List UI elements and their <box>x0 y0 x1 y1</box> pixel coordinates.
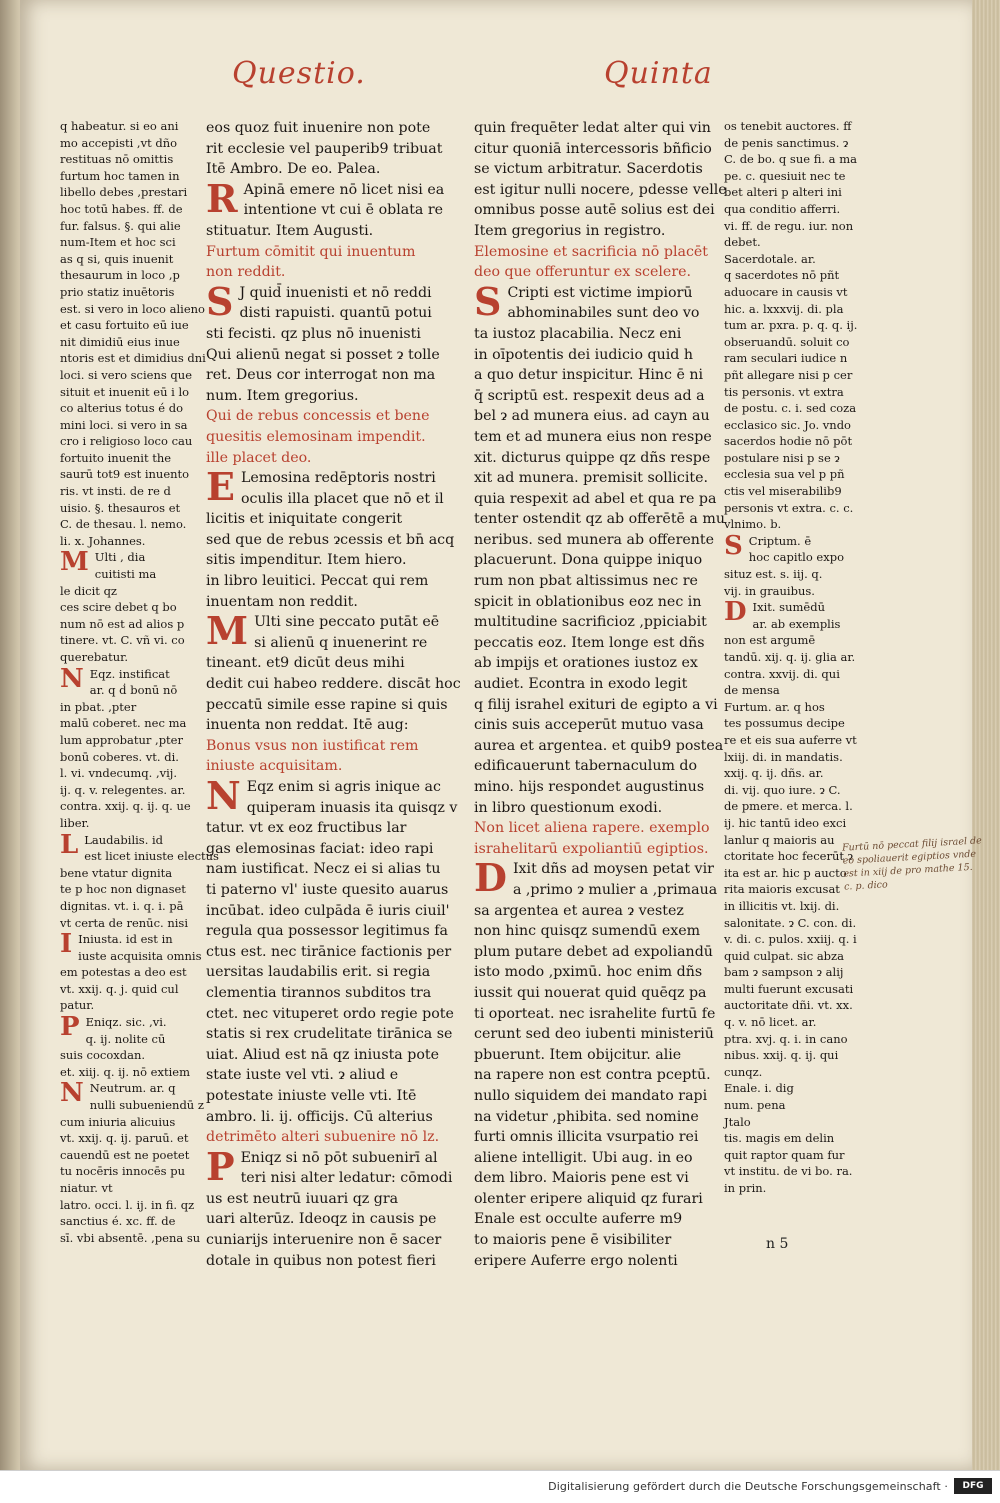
text-line: olenter eripere aliquid qz furari <box>474 1190 703 1207</box>
text-line: deo que offeruntur ex scelere. <box>474 264 692 281</box>
decorated-initial-icon: P <box>60 1012 80 1043</box>
text-line: sanctius é. xc. ff. de <box>60 1214 176 1229</box>
text-line: sacerdos hodie nō pōt <box>724 434 853 449</box>
text-line: non reddit. <box>206 264 286 281</box>
text-line: inuenta non reddat. Itē aug: <box>206 717 409 734</box>
text-line: tineant. et9 dicūt deus mihi <box>206 655 405 672</box>
text-line: dedit cui habeo reddere. discāt hoc <box>206 676 461 693</box>
text-line: aurea et argentea. et quib9 postea <box>474 737 724 754</box>
text-line: mini loci. si vero in sa <box>60 417 188 432</box>
text-line: vi. ff. de regu. iur. non <box>724 218 854 233</box>
text-line: ambro. li. ij. officijs. Cū alterius <box>206 1108 433 1125</box>
gloss-column-left <box>60 118 219 1246</box>
text-line: hic. a. lxxxvij. di. pla <box>724 301 844 316</box>
text-line: S Criptum. ē <box>724 530 812 561</box>
text-line: nit dimidiū eius inue <box>60 334 180 349</box>
text-line: nulli subueniendū z <box>89 1098 204 1113</box>
text-line: ecclasico sic. Jo. vndo <box>724 417 851 432</box>
text-line: teri nisi alter ledatur: cōmodi <box>240 1170 453 1187</box>
text-line: C. de thesau. l. nemo. <box>60 517 187 532</box>
text-line: vt. xxij. q. ij. paruū. et <box>60 1131 189 1146</box>
text-line: N Eqz. instificat <box>60 663 170 694</box>
text-line: bonū coberes. vt. di. <box>60 749 179 764</box>
text-line: lum approbatur ,pter <box>60 732 183 747</box>
text-line: cuitisti ma <box>94 567 157 582</box>
text-line: personis vt extra. c. c. <box>724 500 854 515</box>
text-line: xit. dicturus quippe qz dñs respe <box>474 449 711 466</box>
text-line: eos quoz fuit inuenire non pote <box>206 120 431 136</box>
text-line: di. vij. quo iure. ɂ C. <box>724 782 841 797</box>
text-line: re et eis sua auferre vt <box>724 732 857 747</box>
text-line: a quo detur inspicitur. Hinc ē ni <box>474 367 704 384</box>
text-line: N Eqz enim si agris inique ac <box>206 773 441 818</box>
text-line: aliene intelligit. Ubi aug. in eo <box>474 1149 693 1166</box>
text-line: uisio. §. thesauros et <box>60 500 181 515</box>
text-line: niatur. vt <box>60 1181 113 1195</box>
text-line: co alterius totus é do <box>60 401 183 416</box>
text-line: suis cocoxdan. <box>60 1048 146 1063</box>
text-line: q filij israhel exituri de egipto a vi <box>474 696 718 713</box>
text-line: ram seculari iudice n <box>724 351 848 366</box>
text-line: placuerunt. Dona quippe iniquo <box>474 552 703 569</box>
text-line: pe. c. quesiuit nec te <box>724 168 846 183</box>
text-line: lxiij. di. in mandatis. <box>724 749 843 764</box>
text-line: na videtur ,phibita. sed nomine <box>474 1108 699 1125</box>
text-line: dem libro. Maioris pene est vi <box>474 1170 689 1187</box>
text-line: bel ɂ ad munera eius. ad cayn au <box>474 408 710 425</box>
text-line: vt institu. de vi bo. ra. <box>724 1164 853 1179</box>
text-line: Qui alienū negat si posset ɂ tolle <box>206 346 440 363</box>
text-line: saurū tot9 est inuento <box>60 467 190 482</box>
text-line: rum non pbat altissimus nec re <box>474 573 698 590</box>
text-line: de mensa <box>724 683 780 698</box>
text-line: tinere. vt. C. vñ vi. co <box>60 633 185 648</box>
text-line: cinis suis acceperūt mutuo vasa <box>474 717 704 734</box>
running-head-left: Questio. <box>232 56 366 91</box>
gloss-column-right <box>724 118 858 1197</box>
text-line: uersitas laudabilis erit. si regia <box>206 964 431 981</box>
text-line: dignitas. vt. i. q. i. pā <box>60 898 184 913</box>
text-line: spicit in oblationibus eoz nec in <box>474 593 702 610</box>
text-line: ab impijs et orationes iustoz ex <box>474 655 698 672</box>
text-line: l. vi. vndecumq. ,vij. <box>60 766 178 781</box>
text-line: num. pena <box>724 1098 786 1113</box>
text-line: isto modo ,pximū. hoc enim dñs <box>474 964 703 981</box>
text-line: salonitate. ɂ C. con. di. <box>724 915 857 930</box>
decorated-initial-icon: D <box>724 597 747 628</box>
text-line: est. si vero in loco alieno <box>60 301 205 316</box>
text-line: cuniarijs interuenire non ē sacer <box>206 1232 442 1249</box>
text-line: Itē Ambro. De eo. Palea. <box>206 161 381 178</box>
text-line: thesaurum in loco ,p <box>60 268 180 283</box>
text-line: qua conditio afferri. <box>724 201 841 216</box>
text-line: vlnimo. b. <box>724 517 782 532</box>
text-line: israhelitarū expoliantiū egiptios. <box>474 840 709 857</box>
text-line: ctoritate hoc fecerūt ɂ <box>724 849 853 864</box>
text-line: vij. in grauibus. <box>724 583 815 598</box>
decorated-initial-icon: I <box>60 929 73 960</box>
text-line: ctus est. nec tirānice factionis per <box>206 943 452 960</box>
text-line: pñt allegare nisi p cer <box>724 367 853 382</box>
text-line: bam ɂ sampson ɂ alij <box>724 965 844 980</box>
text-line: state iuste vel vti. ɂ aliud e <box>206 1067 399 1084</box>
text-line: latro. occi. l. ij. in fi. qz <box>60 1197 195 1212</box>
text-line: contra. xxvij. di. qui <box>724 666 840 681</box>
text-line: na rapere non est contra pceptū. <box>474 1067 711 1084</box>
text-line: P Eniqz. sic. ,vi. <box>60 1012 167 1043</box>
text-line: ti paterno vl' iuste quesito auarus <box>206 881 449 898</box>
text-line: quesitis elemosinam impendit. <box>206 428 426 445</box>
text-line: si alienū q inuenerint re <box>254 634 428 651</box>
text-line: malū coberet. nec ma <box>60 716 187 731</box>
text-line: de postu. c. i. sed coza <box>724 401 857 416</box>
decorated-initial-icon: S <box>206 278 234 324</box>
text-line: statis si rex crudelitate tirānica se <box>206 1026 453 1043</box>
text-line: peccatū simile esse rapine si quis <box>206 696 448 713</box>
text-line: loci. si vero sciens que <box>60 367 193 382</box>
text-line: lanlur q maioris au <box>724 832 835 847</box>
text-line: ti oporteat. nec israhelite furtū fe <box>474 1005 716 1022</box>
decorated-initial-icon: N <box>60 1078 84 1109</box>
text-line: tis. magis em delin <box>724 1131 835 1146</box>
text-line: de pmere. et merca. l. <box>724 799 853 814</box>
dfg-logo: DFG <box>954 1478 992 1494</box>
text-line: cum iniuria alicuius <box>60 1114 176 1129</box>
text-line: quia respexit ad abel et qua re pa <box>474 490 717 507</box>
text-line: disti rapuisti. quantū potui <box>239 305 432 322</box>
text-line: q habeatur. si eo ani <box>60 119 179 133</box>
text-line: E Lemosina redēptoris nostri <box>206 464 436 510</box>
text-line: v. di. c. pulos. xxiij. q. i <box>724 932 857 947</box>
text-line: q. ij. nolite cū <box>85 1031 166 1046</box>
text-line: debet. <box>724 235 761 250</box>
text-line: cerunt sed deo iubenti ministeriū <box>474 1026 714 1043</box>
text-line: et. xiij. q. ij. nō extiem <box>60 1064 190 1079</box>
footer-bar <box>0 1470 1000 1503</box>
text-line: mino. hijs respondet augustinus <box>474 779 705 795</box>
text-line: iuste acquisita omnis <box>78 948 202 963</box>
text-line: omnibus posse autē solius est dei <box>474 202 715 219</box>
text-line: hoc capitlo expo <box>748 550 844 565</box>
text-line: Furtum cōmitit qui inuentum <box>206 243 416 260</box>
text-line: P Eniqz si nō pōt subuenirī al <box>206 1143 438 1189</box>
text-line: M Ulti sine peccato putāt eē <box>206 608 440 654</box>
text-line: xit ad munera. premisit sollicite. <box>474 470 708 487</box>
text-line: furtum hoc tamen in <box>60 168 180 183</box>
text-line: inuentam non reddit. <box>206 593 358 610</box>
text-line: tenter ostendit qz ab offerētē a mu <box>474 511 725 528</box>
text-line: furti omnis illicita vsurpatio rei <box>474 1129 699 1146</box>
text-line: fortuito inuenit the <box>60 450 172 465</box>
text-line: et casu fortuito eū iue <box>60 318 189 333</box>
text-line: os tenebit auctores. ff <box>724 119 852 133</box>
text-line: num. Item gregorius. <box>206 387 359 404</box>
text-line: S Cripti est victime impiorū <box>474 278 693 324</box>
text-line: multi fuerunt excusati <box>724 981 854 996</box>
handwritten-note: Furtū nō peccat filij israel de eo spoliauerit egiptios vnde est in xiij de pro mathe 15. c. p. dico <box>841 835 982 893</box>
text-line: em potestas a deo est <box>60 965 187 980</box>
text-line: tes possumus decipe <box>724 716 845 731</box>
text-line: in prin. <box>724 1181 767 1195</box>
text-line: te p hoc non dignaset <box>60 882 186 897</box>
text-line: ecclesia sua vel p pñ <box>724 467 845 482</box>
decorated-initial-icon: D <box>474 855 507 901</box>
text-line: ij. hic tantū ideo exci <box>724 815 847 830</box>
text-line: est igitur nulli nocere, pdesse velle <box>474 181 727 198</box>
text-line: de penis sanctimus. ɂ <box>724 135 849 150</box>
text-line: plum putare debet ad expoliandū <box>474 943 713 960</box>
decorated-initial-icon: P <box>206 1143 235 1189</box>
text-line: a ,primo ɂ mulier a ,primaua <box>512 881 718 898</box>
text-line: Sacerdotale. ar. <box>724 251 816 266</box>
text-line: ptra. xvj. q. i. in cano <box>724 1031 848 1046</box>
text-line: cunqz. <box>724 1064 763 1079</box>
decorated-initial-icon: S <box>474 278 502 324</box>
decorated-initial-icon: N <box>206 773 241 818</box>
text-line: ces scire debet q bo <box>60 600 177 615</box>
page-edges <box>972 0 1000 1470</box>
text-line: licitis et iniquitate congerit <box>206 511 403 528</box>
text-line: Item gregorius in registro. <box>474 222 666 239</box>
text-line: sti fecisti. qz plus nō inuenisti <box>206 325 421 342</box>
signature-mark: n 5 <box>766 1236 789 1252</box>
text-line: num nō est ad alios p <box>60 616 185 631</box>
decorated-initial-icon: N <box>60 663 84 694</box>
text-line: situit et inuenit eū i lo <box>60 384 190 399</box>
text-line: ar. q ḋ bonū nō <box>89 683 178 698</box>
text-line: tis personis. vt extra <box>724 384 844 399</box>
text-line: fur. falsus. §. qui alie <box>60 218 181 233</box>
text-line: I Iniusta. id est in <box>60 929 173 960</box>
text-line: le dicit qz <box>60 583 117 598</box>
decorated-initial-icon: S <box>724 530 743 561</box>
text-line: xxij. q. ij. dñs. ar. <box>724 766 824 781</box>
text-line: intentione vt cui ē oblata re <box>243 202 444 219</box>
text-line: M Ulti , dia <box>60 547 146 578</box>
text-line: D Ixit dñs ad moysen petat vir <box>474 855 714 901</box>
decorated-initial-icon: M <box>206 608 249 654</box>
text-line: potestate iniuste velle vti. Itē <box>206 1087 417 1104</box>
text-line: contra. xxij. q. ij. q. ue <box>60 799 191 814</box>
text-line: abhominabiles sunt deo vo <box>507 305 700 322</box>
decorated-initial-icon: E <box>206 464 235 510</box>
text-line: quin frequēter ledat alter qui vin <box>474 120 711 136</box>
text-line: pbuerunt. Item obijcitur. alie <box>474 1046 682 1063</box>
text-line: Qui de rebus concessis et bene <box>206 408 430 425</box>
text-line: quit raptor quam fur <box>724 1147 845 1162</box>
text-line: in pbat. ,pter <box>60 699 137 714</box>
text-line: in illicitis vt. lxij. di. <box>724 898 840 913</box>
text-line: restituas nō omittis <box>60 152 174 167</box>
text-line: Enale est occulte auferre m9 <box>474 1211 683 1228</box>
text-line: q̄ scriptū est. respexit deus ad a <box>474 387 705 404</box>
text-line: se victum arbitratur. Sacerdotis <box>474 161 703 178</box>
text-line: in libro questionum exodi. <box>474 799 663 816</box>
text-line: cro i religioso loco cau <box>60 434 193 449</box>
text-line: auctoritate dñi. vt. xx. <box>724 998 853 1013</box>
text-line: in oīpotentis dei iudicio quid h <box>474 346 693 363</box>
text-line: iniuste acquisitam. <box>206 758 343 775</box>
text-line: regula qua possessor legitimus fa <box>206 923 448 940</box>
text-line: nullo siquidem dei mandato rapi <box>474 1087 708 1104</box>
text-line: nibus. xxij. q. ij. qui <box>724 1048 839 1063</box>
text-line: audiet. Econtra in exodo legit <box>474 676 688 693</box>
text-line: ctis vel miserabilib9 <box>724 484 842 499</box>
text-line: sitis impenditur. Item hiero. <box>206 552 407 569</box>
text-line: situz est. s. iij. q. <box>724 567 823 582</box>
text-line: ita est ar. hic p aucto <box>724 865 847 880</box>
decorated-initial-icon: R <box>206 175 238 221</box>
text-line: iussit qui nouerat quid quēqz pa <box>474 984 707 1001</box>
text-line: non hinc quisqz sumendū exem <box>474 923 701 940</box>
text-line: clementia tirannos subditos tra <box>206 984 432 1001</box>
text-line: rita maioris excusat <box>724 882 840 897</box>
text-line: patur. <box>60 998 95 1013</box>
text-line: est licet iniuste electus <box>84 849 219 864</box>
text-line: ret. Deus cor interrogat non ma <box>206 367 436 384</box>
text-line: S J quid̄ inuenisti et nō reddi <box>206 278 432 324</box>
text-line: ille placet deo. <box>206 449 312 466</box>
text-line: tandū. xij. q. ij. glia ar. <box>724 650 856 664</box>
text-line: oculis illa placet que nō et il <box>240 490 444 507</box>
footer-credit: Digitalisierung gefördert durch die Deutsche Forschungsgemeinschaft · <box>548 1480 948 1493</box>
text-line: incūbat. ideo culpāda ē iuris ciuil' <box>206 902 450 919</box>
text-column-2 <box>474 118 727 1271</box>
text-line: quiperam inuasis ita quisqz v <box>246 799 458 816</box>
text-line: rit ecclesie vel pauperib9 tribuat <box>206 140 443 157</box>
text-line: bene vtatur dignita <box>60 865 173 880</box>
text-line: aduocare in causis vt <box>724 284 848 299</box>
text-line: tum ar. pxra. p. q. q. ij. <box>724 318 858 333</box>
text-line: liber. <box>60 815 90 830</box>
text-line: q sacerdotes nō pñt <box>724 268 840 283</box>
text-line: tatur. vt ex eoz fructibus lar <box>206 820 407 837</box>
text-line: Bonus vsus non iustificat rem <box>206 737 419 754</box>
text-line: Non licet aliena rapere. exemplo <box>474 820 710 837</box>
text-line: quid culpat. sic abza <box>724 948 844 963</box>
text-line: hoc totū habes. ff. de <box>60 201 183 216</box>
text-line: sī. vbi absentē. ,pena su <box>60 1230 201 1245</box>
text-line: obseruandū. soluit co <box>724 334 850 349</box>
text-line: ctet. nec vituperet ordo regie pote <box>206 1005 454 1022</box>
text-line: libello debes ,prestari <box>60 185 188 200</box>
text-line: peccatis eoz. Item longe est dñs <box>474 634 705 651</box>
text-line: uiat. Aliud est nā qz iniusta pote <box>206 1046 439 1063</box>
text-line: sed que de rebus ɂcessis et bn̄ acq <box>206 531 455 548</box>
text-line: C. de bo. q sue fi. a ma <box>724 152 857 167</box>
text-line: L Laudabilis. id <box>60 829 164 860</box>
text-line: as q si, quis inuenit <box>60 251 174 266</box>
text-line: us est neutrū iuuari qz gra <box>206 1190 399 1207</box>
text-line: multitudine sacrificioz ,ppiciabit <box>474 614 707 631</box>
text-line: q. v. nō licet. ar. <box>724 1015 817 1030</box>
text-line: mo accepisti ,vt dño <box>60 135 178 150</box>
text-line: tu nocēris innocēs pu <box>60 1164 185 1179</box>
text-line: Jtalo <box>724 1114 751 1129</box>
text-line: bet alteri p alteri ini <box>724 185 842 200</box>
text-line: ntoris est et dimidius dni <box>60 351 206 366</box>
text-line: neribus. sed munera ab offerente <box>474 531 714 548</box>
text-line: cauendū est ne poetet <box>60 1147 190 1162</box>
text-line: querebatur. <box>60 650 129 664</box>
text-line: ta iustoz placabilia. Necz eni <box>474 325 682 342</box>
text-line: Enale. i. dig <box>724 1081 794 1096</box>
text-line: gas elemosinas faciat: ideo rapi <box>206 840 434 857</box>
text-line: ar. ab exemplis <box>752 616 841 631</box>
text-line: vt certa de renūc. nisi <box>60 915 189 930</box>
text-line: non est argumē <box>724 633 816 648</box>
text-line: stituatur. Item Augusti. <box>206 222 374 239</box>
text-line: li. x. Johannes. <box>60 533 146 548</box>
text-line: citur quoniā intercessoris bñficio <box>474 140 712 157</box>
text-line: R Apinā emere nō licet nisi ea <box>206 175 445 221</box>
decorated-initial-icon: M <box>60 547 89 578</box>
text-line: ris. vt insti. de re d <box>60 484 171 499</box>
text-line: edificauerunt tabernaculum do <box>474 758 698 775</box>
text-line: eripere Auferre ergo nolenti <box>474 1252 678 1269</box>
text-line: Furtum. ar. q hos <box>724 699 825 714</box>
text-column-1 <box>206 118 461 1271</box>
text-line: ij. q. v. relegentes. ar. <box>60 782 186 797</box>
text-line: detrimēto alteri subuenire nō lz. <box>206 1129 440 1146</box>
text-line: dotale in quibus non potest fieri <box>206 1252 436 1269</box>
text-line: D Ixit. sumēdū <box>724 597 825 628</box>
text-line: vt. xxij. q. j. quid cul <box>60 981 179 996</box>
text-line: sa argentea et aurea ɂ vestez <box>474 902 684 919</box>
text-line: Elemosine et sacrificia nō placēt <box>474 243 708 260</box>
text-line: postulare nisi p se ɂ <box>724 450 840 465</box>
running-head-right: Quinta <box>604 56 713 91</box>
text-line: uari alterūz. Ideoqz in causis pe <box>206 1211 437 1228</box>
text-line: in libro leuitici. Peccat qui rem <box>206 573 429 590</box>
decorated-initial-icon: L <box>60 829 79 860</box>
text-line: num-Item et hoc sci <box>60 235 176 250</box>
text-line: tem et ad munera eius non respe <box>474 428 712 445</box>
text-line: prio statiz inuētoris <box>60 284 175 299</box>
text-line: to maioris pene ē visibiliter <box>474 1232 672 1249</box>
text-line: N Neutrum. ar. q <box>60 1078 176 1109</box>
text-line: nam iustificat. Necz ei si alias tu <box>206 861 441 878</box>
